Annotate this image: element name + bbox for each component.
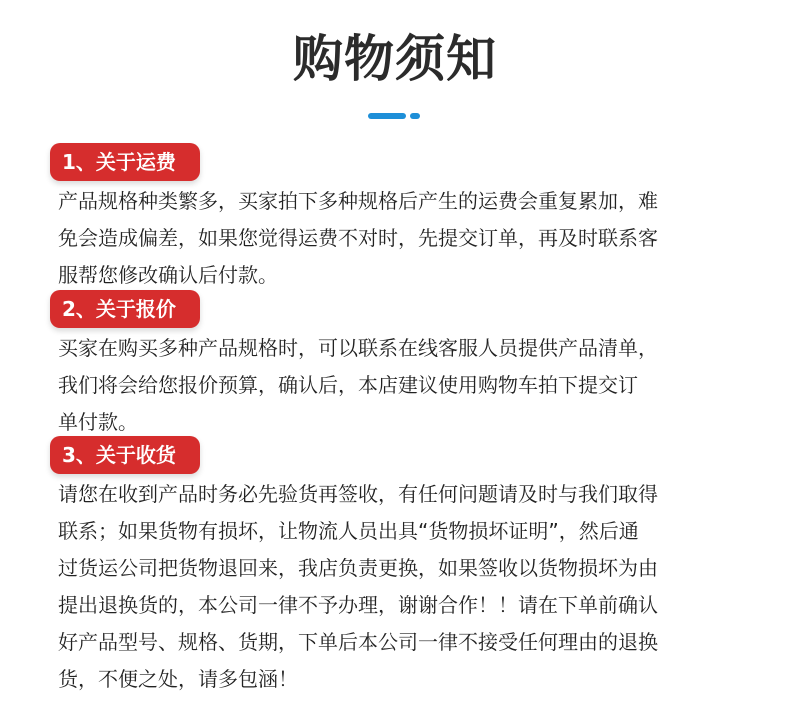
header-shadow [188, 436, 278, 474]
section-body-shipping [58, 183, 748, 294]
body-line: 货，不便之处，请多包涵！ [58, 667, 298, 691]
body-line: 我们将会给您报价预算，确认后，本店建议使用购物车拍下提交订 [58, 373, 638, 397]
title-underline [368, 113, 420, 119]
header-shadow [188, 143, 278, 181]
section-body-receiving [58, 476, 748, 698]
section-header-label: 2、关于报价 [62, 297, 176, 321]
title-underline-long [368, 113, 406, 119]
page-title: 购物须知 [293, 30, 497, 88]
body-line: 服帮您修改确认后付款。 [58, 263, 278, 287]
section-body-quote [58, 330, 748, 441]
body-line: 好产品型号、规格、货期，下单后本公司一律不接受任何理由的退换 [58, 630, 658, 654]
body-line: 单付款。 [58, 410, 138, 434]
body-line: 免会造成偏差，如果您觉得运费不对时，先提交订单，再及时联系客 [58, 226, 658, 250]
body-line: 过货运公司把货物退回来，我店负责更换，如果签收以货物损坏为由 [58, 556, 658, 580]
body-line: 提出退换货的，本公司一律不予办理，谢谢合作！！请在下单前确认 [58, 593, 658, 617]
section-header-label: 1、关于运费 [62, 150, 176, 174]
section-header-shipping [50, 143, 200, 181]
body-line: 产品规格种类繁多，买家拍下多种规格后产生的运费会重复累加，难 [58, 189, 658, 213]
section-header-quote [50, 290, 200, 328]
section-header-receiving [50, 436, 200, 474]
body-line: 买家在购买多种产品规格时，可以联系在线客服人员提供产品清单， [58, 336, 658, 360]
body-line: 请您在收到产品时务必先验货再签收，有任何问题请及时与我们取得 [58, 482, 658, 506]
title-underline-short [410, 113, 420, 119]
body-line: 联系；如果货物有损坏，让物流人员出具“货物损坏证明”，然后通 [58, 519, 639, 543]
header-shadow [188, 290, 278, 328]
section-header-label: 3、关于收货 [62, 443, 176, 467]
